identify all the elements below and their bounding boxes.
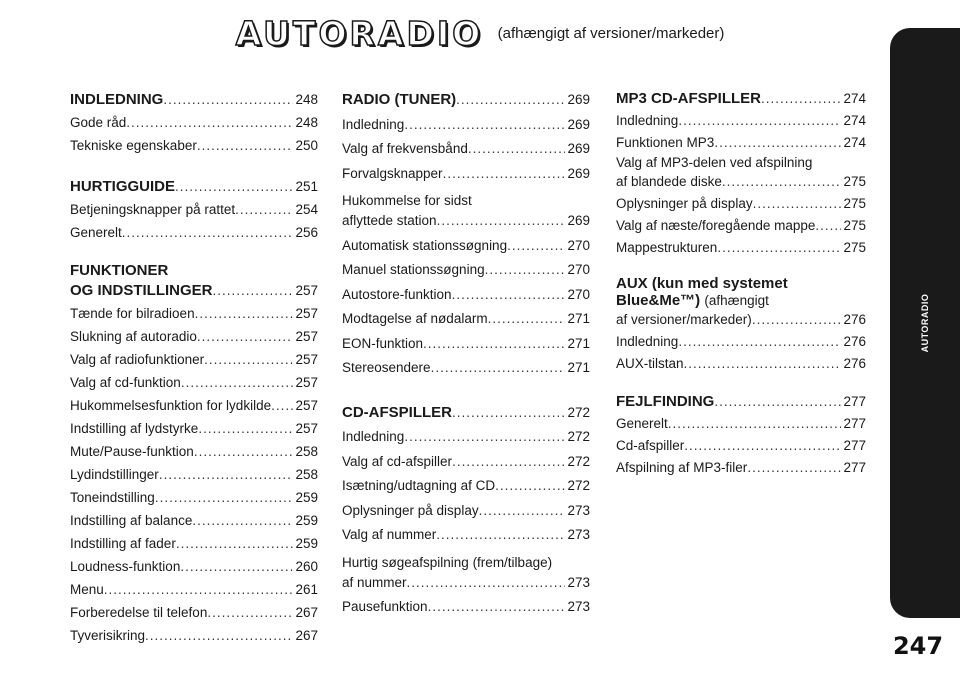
- toc-entry[interactable]: [342, 571, 590, 596]
- toc-entry-title: Funktionen MP3: [616, 135, 715, 150]
- dot-leader: [204, 348, 293, 371]
- dot-leader: [753, 193, 842, 215]
- toc-entry-title: Mappestrukturen: [616, 240, 718, 255]
- toc-entry-page: 273: [567, 599, 590, 614]
- toc-entry[interactable]: [342, 258, 590, 283]
- toc-entry-page: 257: [295, 283, 318, 298]
- toc-entry-prefix: FUNKTIONER: [70, 262, 169, 279]
- dot-leader: [423, 332, 565, 357]
- toc-entry-title: Autostore-funktion: [342, 286, 452, 302]
- toc-entry[interactable]: [342, 307, 590, 332]
- toc-entry-title: Indstilling af lydstyrke: [70, 421, 199, 436]
- toc-entry[interactable]: [342, 595, 590, 620]
- toc-entry-page: 274: [843, 113, 866, 128]
- toc-entry-title: Valg af cd-afspiller: [342, 453, 453, 469]
- section-title: AUTORADIO: [235, 14, 484, 53]
- dot-leader: [145, 624, 293, 647]
- toc-entry-title: Manuel stationssøgning: [342, 262, 485, 277]
- toc-entry-page: 257: [295, 306, 318, 321]
- dot-leader: [684, 353, 842, 375]
- dot-leader: [207, 601, 293, 624]
- toc-entry-title: Valg af radiofunktioner: [70, 352, 205, 367]
- dot-leader: [452, 283, 566, 308]
- toc-entry[interactable]: [70, 111, 318, 134]
- toc-entry-page: 267: [295, 605, 318, 620]
- toc-entry-page: 248: [295, 115, 318, 130]
- toc-entry-page: 275: [843, 218, 866, 233]
- toc-entry-title: Stereosendere: [342, 360, 431, 375]
- dot-leader: [668, 413, 842, 435]
- toc-entry-title: Modtagelse af nødalarm: [342, 311, 488, 326]
- dot-leader: [195, 302, 294, 325]
- toc-entry[interactable]: [70, 601, 318, 624]
- toc-entry-page: 267: [295, 628, 318, 643]
- dot-leader: [479, 499, 566, 524]
- toc-entry-title: Mute/Pause-funktion: [70, 444, 194, 459]
- toc-entry-title: Automatisk stationssøgning: [342, 237, 508, 253]
- toc-entry[interactable]: [616, 413, 866, 435]
- toc-entry-title: FEJLFINDING: [616, 393, 715, 410]
- dot-leader: [431, 356, 566, 381]
- toc-entry[interactable]: [70, 302, 318, 325]
- dot-leader: [194, 440, 294, 463]
- toc-section-heading[interactable]: [616, 88, 866, 110]
- toc-entry-page: 272: [567, 429, 590, 444]
- toc-entry-page: 270: [567, 286, 590, 302]
- toc-entry-title: af nummer: [342, 574, 407, 590]
- toc-entry[interactable]: [342, 523, 590, 548]
- toc-entry-title: Tekniske egenskaber: [70, 138, 197, 153]
- dot-leader: [192, 509, 293, 532]
- toc-entry-note: (afhængigt: [704, 293, 769, 308]
- toc-entry-page: 269: [567, 213, 590, 228]
- toc-entry-prefix: [616, 292, 866, 309]
- toc-entry-title: CD-AFSPILLER: [342, 403, 452, 421]
- toc-entry-title: INDLEDNING: [70, 91, 164, 108]
- toc-entry[interactable]: [342, 450, 590, 475]
- toc-entry-page: 277: [843, 416, 866, 431]
- toc-entry[interactable]: [70, 371, 318, 394]
- toc-entry-page: 257: [295, 398, 318, 413]
- toc-entry-page: 248: [295, 92, 318, 107]
- toc-entry-title: Generelt: [70, 225, 122, 240]
- page-header: [0, 14, 960, 53]
- toc-entry[interactable]: [616, 237, 866, 259]
- toc-entry[interactable]: [342, 474, 590, 499]
- dot-leader: [452, 401, 565, 426]
- toc-entry[interactable]: [616, 435, 866, 457]
- dot-leader: [235, 198, 293, 221]
- dot-leader: [722, 171, 842, 193]
- dot-leader: [507, 234, 565, 259]
- dot-leader: [443, 162, 566, 187]
- toc-entry[interactable]: [70, 221, 318, 244]
- toc-section-heading[interactable]: [616, 391, 866, 413]
- toc-entry[interactable]: [342, 425, 590, 450]
- dot-leader: [815, 215, 841, 237]
- toc-entry-page: 258: [295, 444, 318, 459]
- toc-entry-title: Tyverisikring: [70, 628, 146, 643]
- toc-entry-page: 276: [843, 312, 866, 327]
- toc-section-heading[interactable]: [70, 88, 318, 111]
- toc-entry-title: Oplysninger på display: [616, 196, 753, 211]
- toc-entry-page: 269: [567, 92, 590, 107]
- toc-entry-title: Betjeningsknapper på rattet: [70, 202, 236, 217]
- toc-entry[interactable]: [342, 137, 590, 162]
- toc-entry-title: Lydindstillinger: [70, 467, 159, 482]
- toc-entry-title: Afspilning af MP3-filer: [616, 460, 748, 475]
- toc-entry-title: Gode råd: [70, 115, 127, 130]
- toc-entry[interactable]: [70, 463, 318, 486]
- toc-section-heading[interactable]: [70, 175, 318, 198]
- dot-leader: [126, 111, 293, 134]
- toc-entry[interactable]: [342, 499, 590, 524]
- toc-entry-title: Indledning: [342, 429, 405, 444]
- dot-leader: [678, 331, 841, 353]
- toc-entry-page: 277: [843, 394, 866, 409]
- toc-entry-title: EON-funktion: [342, 335, 424, 351]
- toc-entry-title: Cd-afspiller: [616, 438, 685, 453]
- toc-entry[interactable]: [616, 171, 866, 193]
- toc-entry-page: 259: [295, 513, 318, 528]
- toc-entry[interactable]: [70, 486, 318, 509]
- toc-entry-prefix-text: Blue&Me™): [616, 292, 701, 309]
- dot-leader: [488, 307, 566, 332]
- chapter-tab[interactable]: [890, 28, 960, 618]
- toc-entry-page: 270: [567, 262, 590, 277]
- toc-entry[interactable]: [342, 283, 590, 308]
- toc-entry-title: Indstilling af balance: [70, 513, 193, 528]
- toc-entry-title: Indledning: [616, 334, 679, 349]
- dot-leader: [163, 88, 293, 111]
- toc-entry[interactable]: [342, 356, 590, 381]
- toc-entry-page: 258: [295, 467, 318, 482]
- dot-leader: [197, 325, 294, 348]
- toc-entry-page: 250: [295, 138, 318, 153]
- toc-entry-page: 275: [843, 196, 866, 211]
- toc-entry-title: Toneindstilling: [70, 490, 155, 505]
- toc-entry[interactable]: [70, 509, 318, 532]
- dot-leader: [456, 88, 565, 113]
- toc-entry-page: 274: [843, 91, 866, 106]
- toc-entry-page: 272: [567, 453, 590, 469]
- dot-leader: [747, 457, 841, 479]
- toc-entry-title: aflyttede station: [342, 213, 437, 228]
- toc-entry-prefix: AUX (kun med systemet: [616, 275, 788, 292]
- toc-entry[interactable]: [616, 193, 866, 215]
- toc-entry-title: HURTIGGUIDE: [70, 178, 175, 195]
- page-number: 247: [892, 632, 944, 660]
- dot-leader: [175, 175, 293, 198]
- toc-entry[interactable]: [70, 578, 318, 601]
- toc-entry[interactable]: [70, 348, 318, 371]
- toc-entry-page: 269: [567, 141, 590, 156]
- dot-leader: [752, 309, 842, 331]
- toc-entry-page: 275: [843, 240, 866, 255]
- toc-section-heading[interactable]: [342, 401, 590, 426]
- toc-entry-title: Indstilling af fader: [70, 536, 176, 551]
- toc-entry-page: 269: [567, 165, 590, 181]
- toc-entry-title: Hukommelsesfunktion for lydkilde: [70, 398, 272, 413]
- toc-entry-title: MP3 CD-AFSPILLER: [616, 90, 762, 107]
- toc-entry[interactable]: [342, 113, 590, 138]
- toc-entry-page: 277: [843, 460, 866, 475]
- toc-entry-page: 277: [843, 438, 866, 453]
- toc-section-heading[interactable]: [70, 279, 318, 302]
- toc-entry[interactable]: [616, 331, 866, 353]
- toc-entry-title: Forvalgsknapper: [342, 165, 443, 181]
- dot-leader: [678, 110, 841, 132]
- toc-entry-title: Forberedelse til telefon: [70, 605, 208, 620]
- dot-leader: [197, 134, 294, 157]
- toc-entry-title: Valg af cd-funktion: [70, 375, 181, 390]
- dot-leader: [404, 425, 565, 450]
- toc-entry-title: Isætning/udtagning af CD: [342, 478, 496, 493]
- toc-entry-title: OG INDSTILLINGER: [70, 282, 213, 299]
- dot-leader: [436, 523, 565, 548]
- dot-leader: [180, 555, 293, 578]
- toc-entry-title: Tænde for bilradioen: [70, 306, 195, 321]
- toc-entry[interactable]: [342, 234, 590, 259]
- toc-entry-page: 251: [295, 179, 318, 194]
- toc-entry-prefix: Valg af MP3-delen ved afspilning: [616, 155, 813, 170]
- toc-entry-title: RADIO (TUNER): [342, 91, 457, 108]
- toc-column-3: [616, 88, 866, 479]
- toc-entry-page: 271: [567, 360, 590, 375]
- dot-leader: [198, 417, 293, 440]
- toc-entry-page: 272: [567, 404, 590, 420]
- toc-entry[interactable]: [616, 457, 866, 479]
- toc-entry-title: Indledning: [342, 116, 405, 132]
- dot-leader: [495, 474, 565, 499]
- dot-leader: [468, 137, 566, 162]
- toc-entry-page: 257: [295, 421, 318, 436]
- toc-entry-title: Valg af frekvensbånd: [342, 141, 468, 156]
- toc-entry-page: 272: [567, 478, 590, 493]
- toc-entry-page: 276: [843, 356, 866, 371]
- dot-leader: [437, 209, 566, 234]
- toc-column-2: [342, 88, 590, 620]
- toc-entry-page: 270: [567, 237, 590, 253]
- toc-entry-prefix: Hukommelse for sidst: [342, 193, 472, 208]
- dot-leader: [181, 371, 294, 394]
- toc-entry-page: 276: [843, 334, 866, 349]
- toc-entry[interactable]: [342, 332, 590, 357]
- toc-entry-prefix: Hurtig søgeafspilning (frem/tilbage): [342, 554, 553, 570]
- toc-entry-page: 259: [295, 536, 318, 551]
- dot-leader: [271, 394, 293, 417]
- toc-entry[interactable]: [70, 198, 318, 221]
- toc-entry[interactable]: [70, 394, 318, 417]
- dot-leader: [155, 486, 294, 509]
- toc-entry[interactable]: [70, 417, 318, 440]
- dot-leader: [213, 279, 294, 302]
- toc-entry-title: Loudness-funktion: [70, 559, 181, 574]
- toc-entry[interactable]: [70, 325, 318, 348]
- toc-entry-page: 273: [567, 502, 590, 518]
- dot-leader: [122, 221, 294, 244]
- toc-entry[interactable]: [342, 162, 590, 187]
- toc-section-heading[interactable]: [342, 88, 590, 113]
- toc-entry-page: 261: [295, 582, 318, 597]
- toc-entry-title: Slukning af autoradio: [70, 329, 197, 344]
- toc-entry-title: af blandede diske: [616, 174, 722, 189]
- dot-leader: [407, 571, 566, 596]
- toc-entry-title: Valg af næste/foregående mappe: [616, 218, 816, 233]
- toc-entry-page: 257: [295, 352, 318, 367]
- section-subtitle: (afhængigt af versioner/markeder): [497, 25, 725, 42]
- toc-entry[interactable]: [70, 134, 318, 157]
- dot-leader: [714, 391, 841, 413]
- toc-entry-page: 271: [567, 335, 590, 351]
- toc-entry[interactable]: [616, 309, 866, 331]
- toc-entry-page: 254: [295, 202, 318, 217]
- dot-leader: [404, 113, 565, 138]
- toc-entry-page: 260: [295, 559, 318, 574]
- toc-entry-page: 274: [843, 135, 866, 150]
- dot-leader: [684, 435, 841, 457]
- toc-entry-title: Menu: [70, 582, 104, 597]
- toc-entry[interactable]: [616, 215, 866, 237]
- dot-leader: [717, 237, 841, 259]
- toc-entry[interactable]: [616, 132, 866, 154]
- toc-entry-title: Valg af nummer: [342, 527, 437, 542]
- toc-entry-title: Generelt: [616, 416, 668, 431]
- dot-leader: [761, 88, 841, 110]
- dot-leader: [176, 532, 294, 555]
- dot-leader: [159, 463, 294, 486]
- toc-entry-title: AUX-tilstan: [616, 356, 684, 371]
- dot-leader: [485, 258, 566, 283]
- toc-entry-title: Oplysninger på display: [342, 502, 479, 518]
- toc-entry-title: af versioner/markeder): [616, 312, 752, 327]
- toc-entry[interactable]: [70, 624, 318, 647]
- toc-entry[interactable]: [342, 209, 590, 234]
- toc-entry[interactable]: [616, 353, 866, 375]
- toc-entry-page: 259: [295, 490, 318, 505]
- toc-entry-page: 257: [295, 329, 318, 344]
- chapter-tab-label: AUTORADIO: [920, 293, 930, 353]
- dot-leader: [714, 132, 841, 154]
- toc-entry-title: Indledning: [616, 113, 679, 128]
- toc-entry-page: 256: [295, 225, 318, 240]
- toc-entry[interactable]: [70, 440, 318, 463]
- toc-column-1: [70, 88, 318, 647]
- toc-entry-page: 273: [567, 574, 590, 590]
- toc-entry-title: Pausefunktion: [342, 599, 428, 614]
- toc-entry-page: 269: [567, 116, 590, 132]
- dot-leader: [104, 578, 294, 601]
- toc-entry-page: 271: [567, 311, 590, 326]
- toc-entry[interactable]: [70, 532, 318, 555]
- toc-entry-page: 257: [295, 375, 318, 390]
- toc-entry[interactable]: [70, 555, 318, 578]
- dot-leader: [428, 595, 566, 620]
- toc-entry[interactable]: [616, 110, 866, 132]
- toc-entry-page: 273: [567, 527, 590, 542]
- toc-entry-page: 275: [843, 174, 866, 189]
- dot-leader: [452, 450, 565, 475]
